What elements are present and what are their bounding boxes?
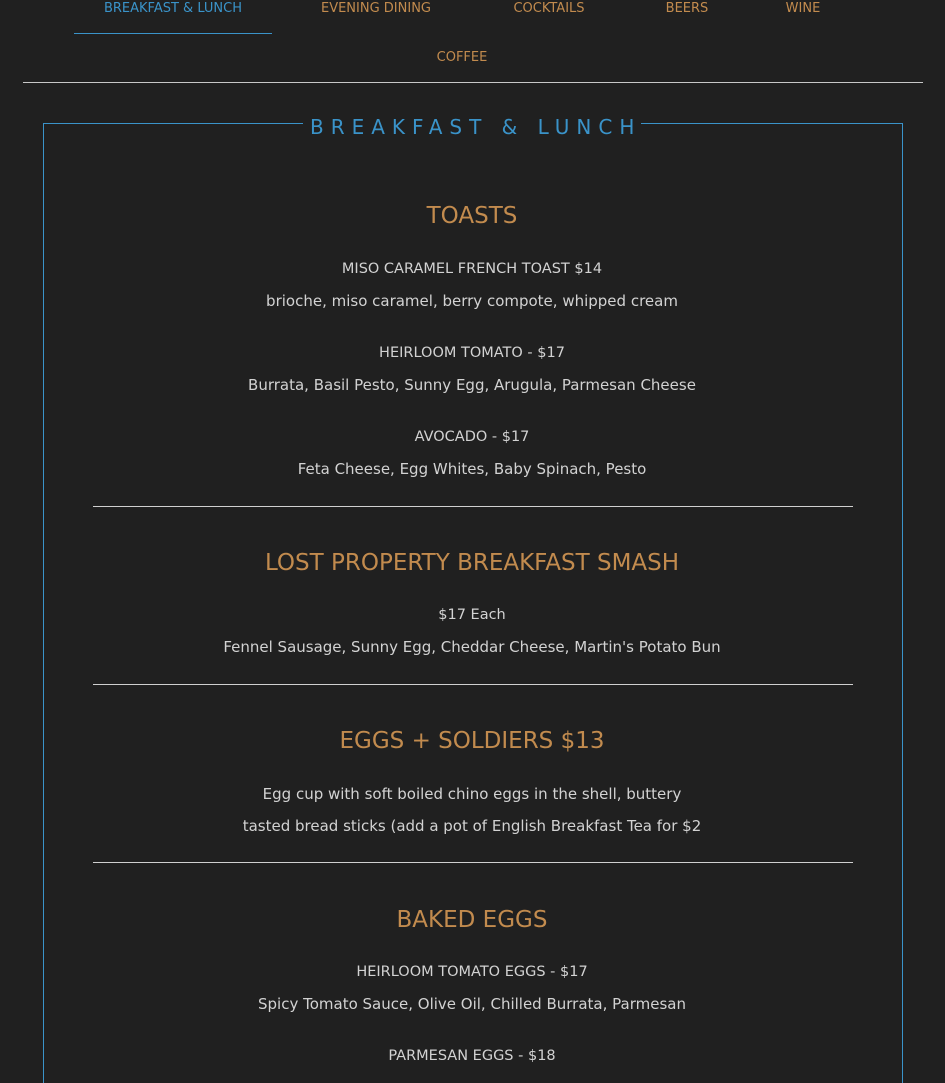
menu-item-name: AVOCADO - $17 [414, 429, 530, 445]
tab-beers[interactable]: BEERS [665, 1, 709, 16]
section-title-baked-eggs: BAKED EGGS [396, 907, 548, 933]
tab-evening-dining[interactable]: EVENING DINING [320, 1, 431, 16]
menu-item-description: brioche, miso caramel, berry compote, whipped cream [266, 292, 678, 310]
menu-tabs [23, 0, 923, 83]
menu-item-name: $17 Each [438, 607, 506, 623]
menu-item-description: Feta Cheese, Egg Whites, Baby Spinach, Pesto [297, 460, 647, 478]
tab-breakfast-lunch[interactable]: BREAKFAST & LUNCH [103, 1, 243, 16]
menu-item-name: HEIRLOOM TOMATO EGGS - $17 [356, 964, 588, 980]
menu-item-name: PARMESAN EGGS - $18 [388, 1048, 556, 1064]
menu-item-description: Burrata, Basil Pesto, Sunny Egg, Arugula, Parmesan Cheese [248, 376, 696, 394]
menu-item-name: MISO CARAMEL FRENCH TOAST $14 [341, 261, 603, 277]
menu-title: BREAKFAST & LUNCH [303, 112, 641, 142]
section-title-toasts: TOASTS [426, 203, 518, 229]
menu-item-description: tasted bread sticks (add a pot of English Breakfast Tea for $2 [242, 817, 702, 835]
section-title-breakfast-smash: LOST PROPERTY BREAKFAST SMASH [264, 550, 680, 576]
section-title-eggs-soldiers: EGGS + SOLDIERS $13 [339, 728, 605, 754]
menu-item-description: Spicy Tomato Sauce, Olive Oil, Chilled Burrata, Parmesan [258, 995, 686, 1013]
tab-wine[interactable]: WINE [785, 1, 821, 16]
menu-item-name: HEIRLOOM TOMATO - $17 [379, 345, 565, 361]
menu-item-description: Fennel Sausage, Sunny Egg, Cheddar Cheese, Martin's Potato Bun [223, 638, 721, 656]
section-divider [93, 506, 853, 507]
tab-cocktails[interactable]: COCKTAILS [513, 1, 585, 16]
menu-item-description: Egg cup with soft boiled chino eggs in the shell, buttery [262, 785, 682, 803]
section-divider [93, 862, 853, 863]
active-tab-indicator [74, 33, 272, 34]
section-divider [93, 684, 853, 685]
tab-coffee[interactable]: COFFEE [436, 50, 488, 65]
